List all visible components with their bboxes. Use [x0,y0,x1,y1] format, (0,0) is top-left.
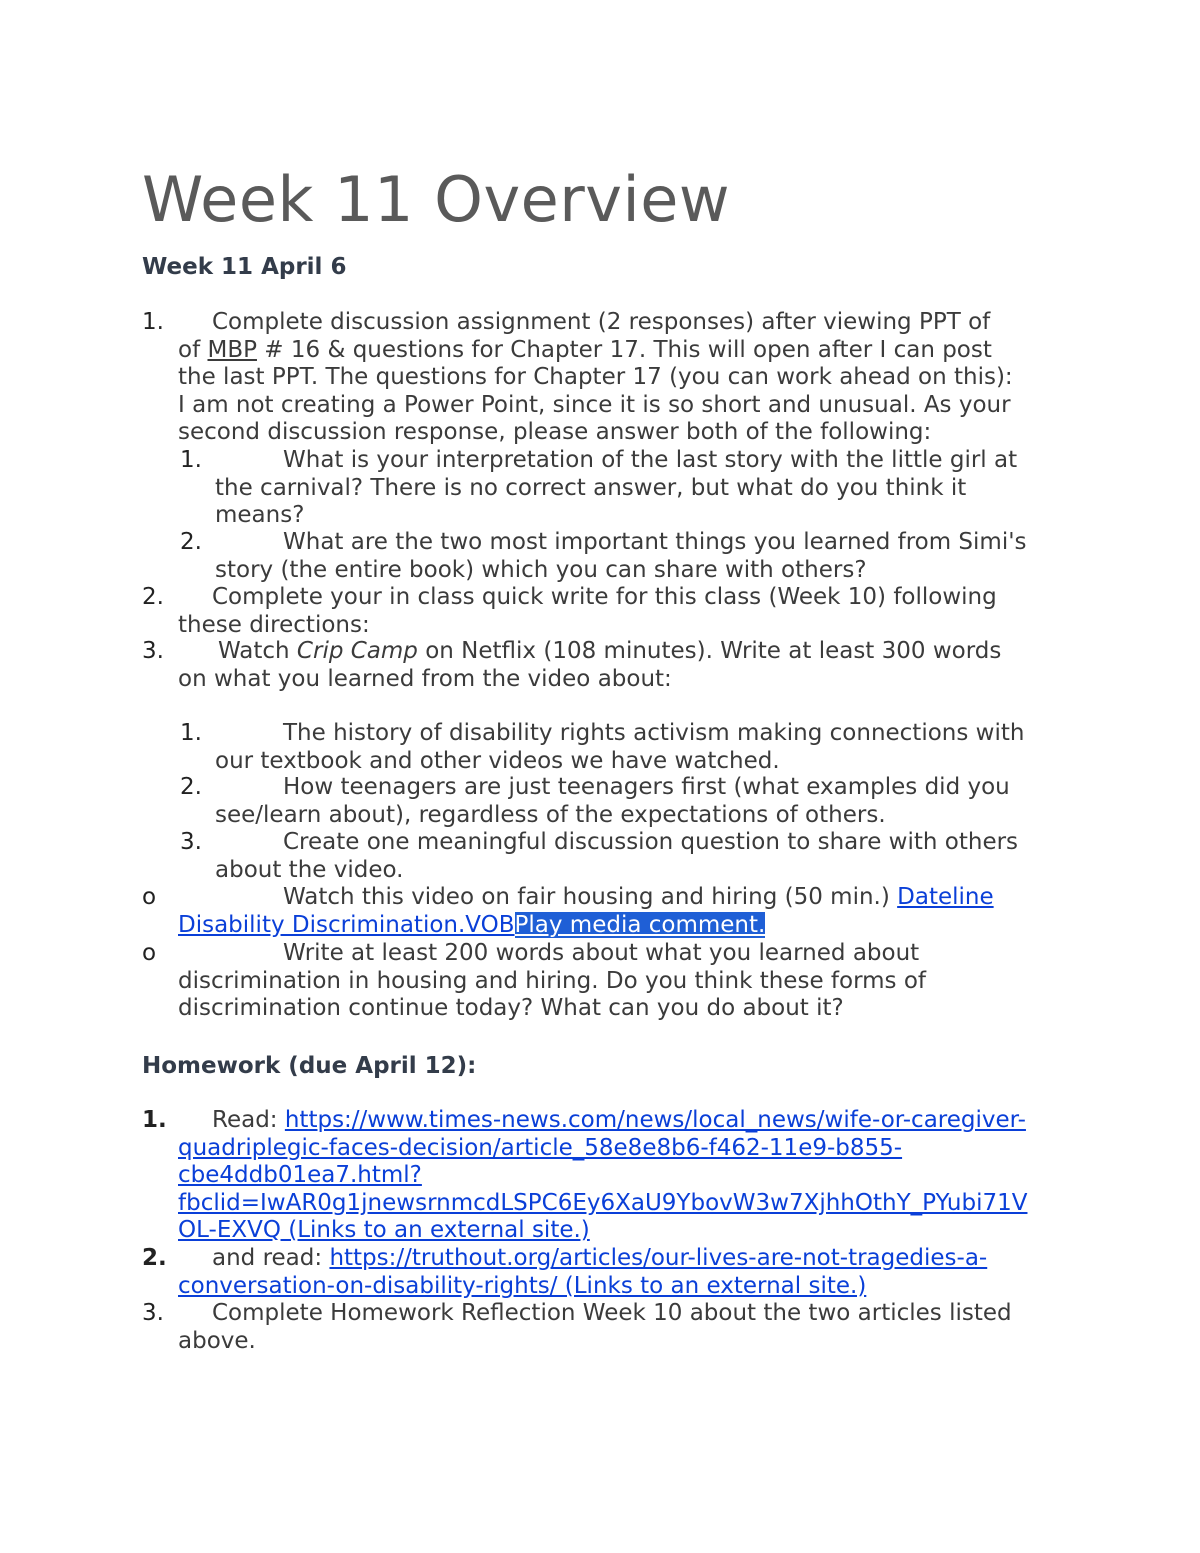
list-item-history [215,720,1024,775]
item-text [178,337,1013,365]
play-media-comment-link[interactable]: Play media comment. [514,911,766,938]
times-news-link-cont[interactable]: quadriplegic-faces-decision/article_58e8e8b6-f462-11e9-b855- [178,1134,903,1161]
item-text: discrimination continue today? What can you do about it? [178,995,844,1021]
item-text [178,638,1001,666]
bullet-marker: o [142,884,157,910]
list-marker: 3. [180,829,202,855]
page-title: Week 11 Overview [142,163,731,236]
film-title: Crip Camp [296,638,418,664]
item-text [178,1245,987,1273]
list-item-crip-camp [178,638,1001,693]
list-marker: 2. [142,584,164,610]
item-text: Write at least 200 words about what you learned about [283,940,920,966]
item-text: see/learn about), regardless of the expectations of others. [215,801,886,828]
item-text: The history of disability rights activism making connections with [283,720,1025,746]
item-text: I am not creating a Power Point, since it is so short and unusual. As your [178,391,1011,418]
item-text: these directions: [178,611,370,638]
text-run: and read: [212,1245,330,1271]
item-text: on what you learned from the video about: [178,665,672,692]
text-run: # 16 & questions for Chapter 17. This will open after I can post [256,336,992,363]
item-text [178,912,994,940]
item-text: above. [178,1327,256,1354]
homework-item-read-article [178,1107,1027,1245]
item-text: means? [215,502,305,528]
text-run: on Netflix (108 minutes). Write at least 300 words [417,638,1002,664]
mbp-abbreviation: MBP [207,336,257,363]
text-run: Read: [212,1107,285,1133]
list-item-dateline [178,884,994,939]
list-item-discussion [178,309,1013,447]
times-news-link-cont[interactable]: OL-EXVQ (Links to an external site.) [178,1217,590,1243]
list-item-learned [215,529,1027,584]
item-text: Complete discussion assignment (2 responses) after viewing PPT of [212,309,991,335]
list-item-teenagers [215,774,1010,829]
item-text [178,884,994,912]
homework-item-reflection [178,1300,1012,1355]
truthout-link[interactable]: https://truthout.org/articles/our-lives-are-not-tragedies-a- [329,1245,988,1271]
list-marker: 2. [180,529,202,555]
list-marker: 1. [180,447,202,473]
item-text: What is your interpretation of the last story with the little girl at [283,447,1018,473]
list-item-interpretation [215,447,1017,530]
list-marker: 2. [180,774,202,800]
item-text: the carnival? There is no correct answer, but what do you think it [215,474,967,501]
item-text: How teenagers are just teenagers first (what examples did you [283,774,1010,800]
item-text [178,1107,1027,1135]
text-run: of [178,336,208,363]
item-text: Complete your in class quick write for this class (Week 10) following [212,584,997,610]
item-text: about the video. [215,856,404,883]
homework-heading: Homework (due April 12): [142,1053,477,1079]
truthout-link-cont[interactable]: conversation-on-disability-rights/ (Links to an external site.) [178,1272,867,1299]
week-heading: Week 11 April 6 [142,254,347,280]
text-run: Watch [218,638,297,664]
list-marker: 1. [180,720,202,746]
list-item-discrimination [178,940,926,1023]
list-marker: 3. [142,638,164,664]
homework-item-read-truthout [178,1245,987,1300]
list-item-question [215,829,1018,884]
item-text: discrimination in housing and hiring. Do you think these forms of [178,967,926,994]
list-item-quick-write [178,584,997,639]
item-text: Complete Homework Reflection Week 10 about the two articles listed [212,1300,1012,1326]
dateline-video-link[interactable]: Dateline [897,884,994,910]
list-marker: 1. [142,1107,167,1133]
list-marker: 1. [142,309,164,335]
text-run: Watch this video on fair housing and hiring (50 min.) [283,884,898,910]
list-marker: 2. [142,1245,167,1271]
times-news-link[interactable]: https://www.times-news.com/news/local_news/wife-or-caregiver- [284,1107,1026,1133]
item-text: story (the entire book) which you can share with others? [215,556,867,583]
times-news-link-cont[interactable]: fbclid=IwAR0g1jnewsrnmcdLSPC6Ey6XaU9YbovW3w7XjhhOthY_PYubi71V [178,1189,1028,1216]
item-text: second discussion response, please answer both of the following: [178,419,932,445]
bullet-marker: o [142,940,157,966]
item-text: our textbook and other videos we have watched. [215,747,780,774]
item-text: What are the two most important things you learned from Simi's [283,529,1027,555]
item-text: Create one meaningful discussion question to share with others [283,829,1019,855]
item-text: the last PPT. The questions for Chapter 17 (you can work ahead on this): [178,364,1013,390]
times-news-link-cont[interactable]: cbe4ddb01ea7.html? [178,1162,422,1188]
list-marker: 3. [142,1300,164,1326]
dateline-video-link-cont[interactable]: Disability Discrimination.VOB [178,911,515,938]
